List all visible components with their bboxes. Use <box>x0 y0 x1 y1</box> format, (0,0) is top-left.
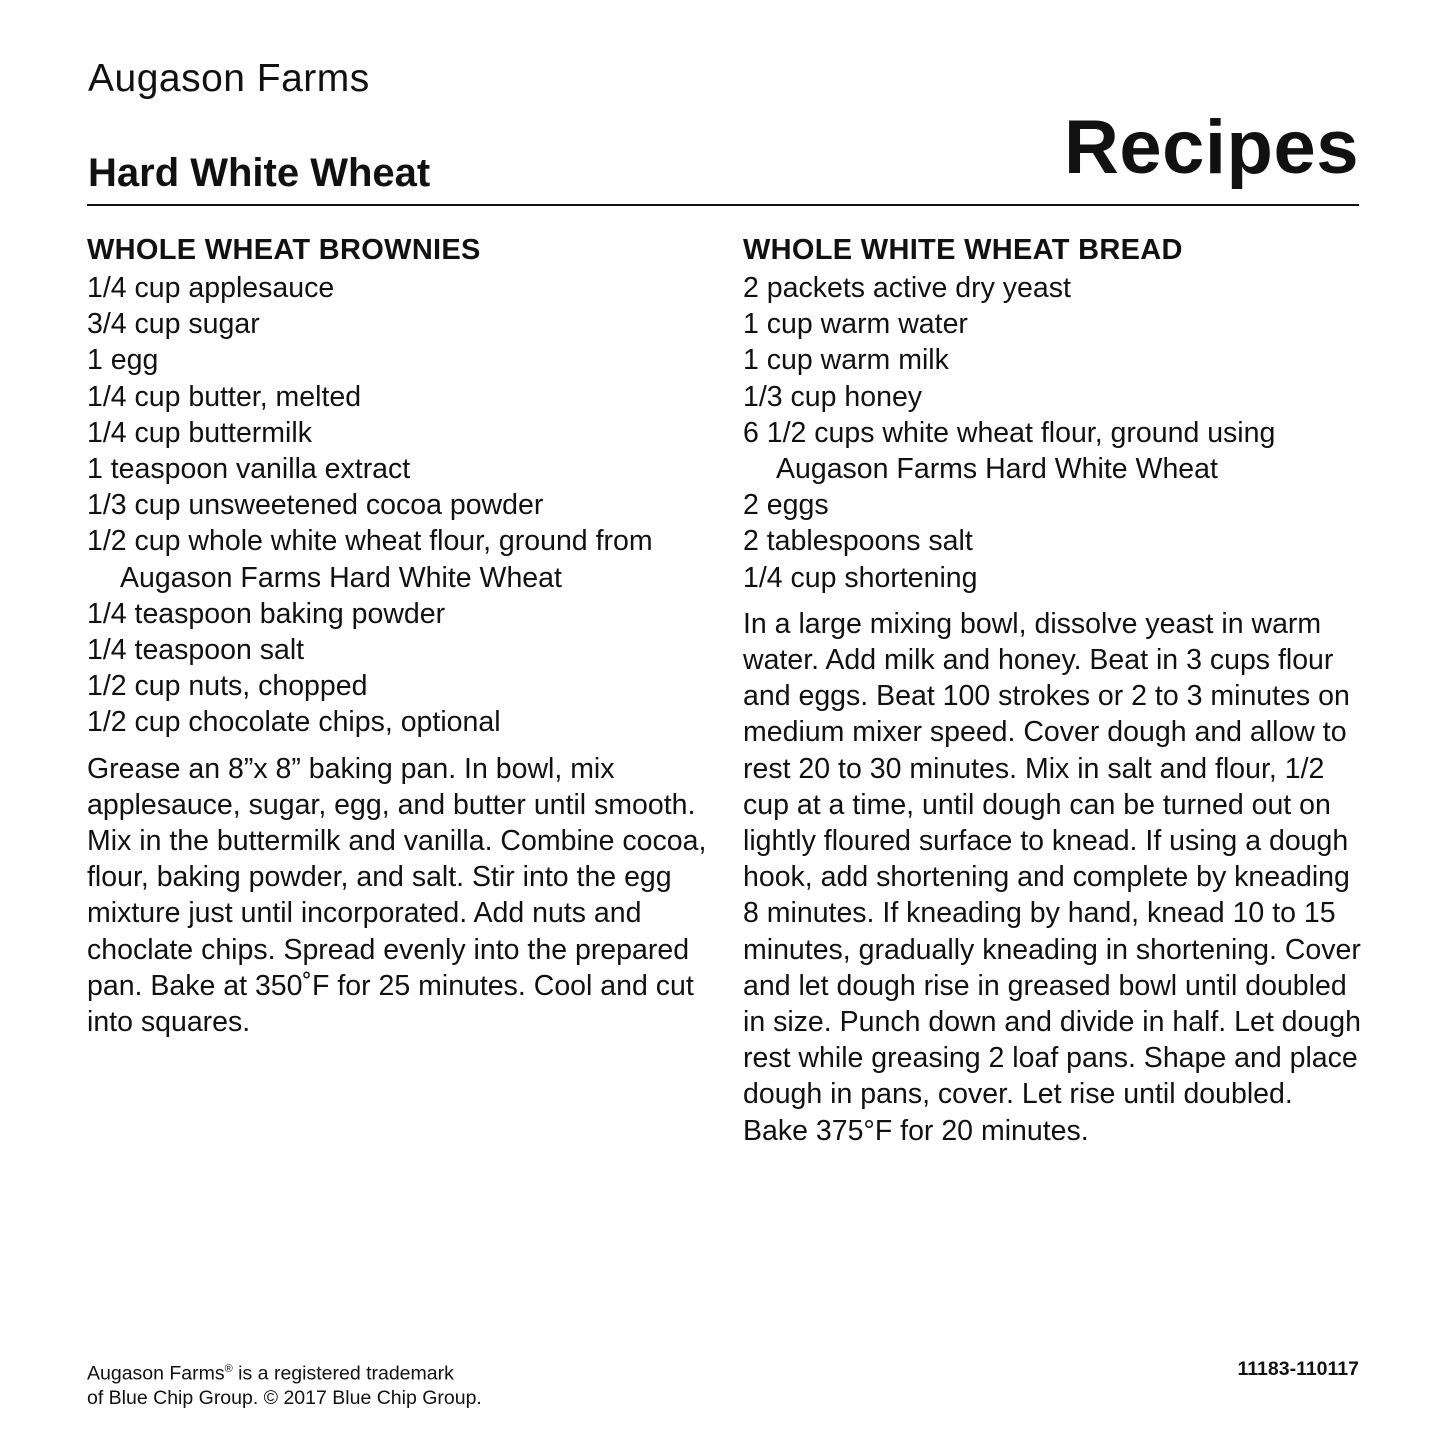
ingredient-item: 1 egg <box>87 344 159 377</box>
ingredient-item: 2 eggs <box>743 489 829 522</box>
ingredient-item: 2 tablespoons salt <box>743 525 973 558</box>
recipe-title: WHOLE WHEAT BROWNIES <box>87 234 481 266</box>
header-divider <box>87 204 1359 206</box>
trademark-brand: Augason Farms <box>87 1362 225 1385</box>
ingredient-item: 1/2 cup chocolate chips, optional <box>87 706 501 739</box>
ingredient-item: 1/2 cup nuts, chopped <box>87 670 368 703</box>
document-code: 11183-110117 <box>1237 1358 1359 1380</box>
ingredient-item: 1/4 cup butter, melted <box>87 380 362 413</box>
ingredient-item: 3/4 cup sugar <box>87 308 260 341</box>
brand-name: Augason Farms <box>88 57 370 100</box>
ingredient-item: 1/4 teaspoon baking powder <box>87 597 446 630</box>
section-title: Recipes <box>1064 105 1359 190</box>
ingredient-item: 1/3 cup honey <box>743 380 923 413</box>
ingredient-item: 6 1/2 cups white wheat flour, ground using Augason Farms Hard White Wheat <box>743 416 1276 486</box>
ingredient-item: 1/4 teaspoon salt <box>87 634 305 667</box>
trademark-notice <box>87 1357 607 1410</box>
ingredient-item: 1 teaspoon vanilla extract <box>87 453 411 486</box>
recipe-bread <box>743 230 1373 1149</box>
ingredient-item: 1/3 cup unsweetened cocoa powder <box>87 489 544 522</box>
ingredient-item: 2 packets active dry yeast <box>743 272 1071 304</box>
recipe-directions: In a large mixing bowl, dissolve yeast in warm water. Add milk and honey. Beat in 3 cups flour and eggs. Beat 100 strokes or 2 to 3 minutes on medium mixer speed. Cover dough and allow to rest 20 to 30 minutes. Mix in salt and flour, 1/2 cup at a time, until dough can be turned out on lightly floured surface to knead. If using a dough hook, add shortening and complete by kneading 8 minutes. If kneading by hand, knead 10 to 15 minutes, gradually kneading in shortening. Cover and let dough rise in greased bowl until doubled in size. Punch down and divide in half. Let dough rest while greasing 2 loaf pans. Shape and place dough in pans, cover. Let rise until doubled. Bake 375°F for 20 minutes. <box>743 607 1361 1147</box>
recipe-brownies <box>87 230 717 1040</box>
product-name: Hard White Wheat <box>88 151 431 195</box>
ingredient-item: 1/2 cup whole white wheat flour, ground from Augason Farms Hard White Wheat <box>87 525 653 594</box>
ingredient-list <box>743 270 1373 596</box>
ingredient-item: 1 cup warm water <box>743 308 968 341</box>
ingredient-list <box>87 270 717 741</box>
ingredient-item: 1 cup warm milk <box>743 344 949 377</box>
registered-mark: ® <box>224 1363 233 1375</box>
recipe-directions: Grease an 8”x 8” baking pan. In bowl, mix applesauce, sugar, egg, and butter until smooth. Mix in the buttermilk and vanilla. Combine cocoa, flour, baking powder, and salt. Stir into the egg mixture just until incorporated. Add nuts and choclate chips. Spread evenly into the prepared pan. Bake at 350˚F for 25 minutes. Cool and cut into squares. <box>87 752 707 1039</box>
trademark-line1: is a registered trademark <box>232 1362 454 1385</box>
ingredient-item: 1/4 cup shortening <box>743 561 978 594</box>
trademark-line2: of Blue Chip Group. © 2017 Blue Chip Group. <box>87 1386 482 1409</box>
ingredient-item: 1/4 cup applesauce <box>87 272 335 304</box>
ingredient-item: 1/4 cup buttermilk <box>87 416 312 449</box>
recipe-title: WHOLE WHITE WHEAT BREAD <box>743 234 1183 266</box>
